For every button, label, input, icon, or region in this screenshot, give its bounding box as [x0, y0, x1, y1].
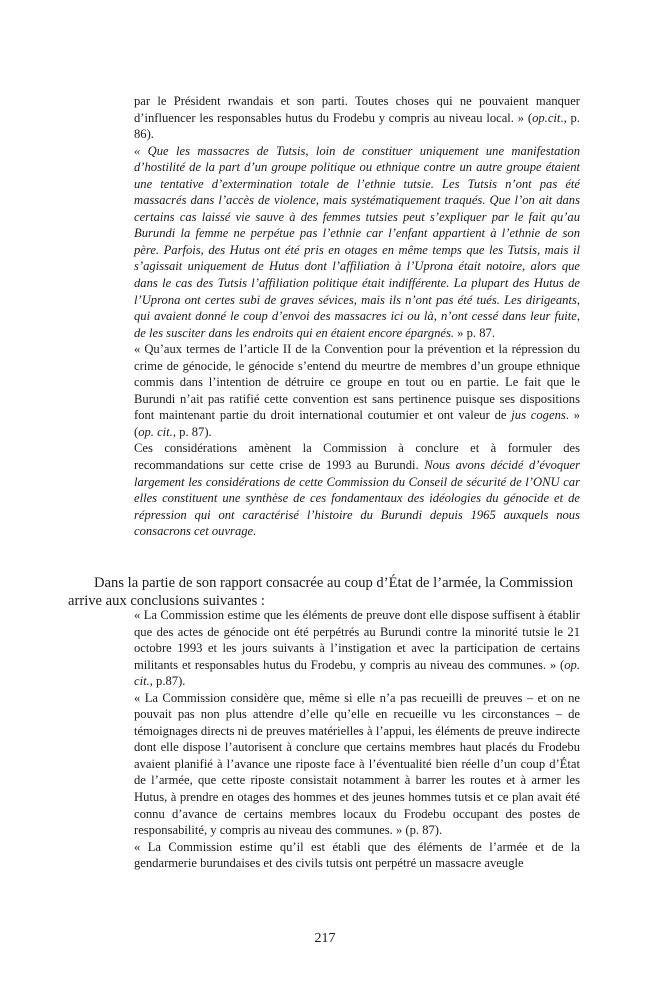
citation: op.cit	[532, 110, 561, 125]
quote-paragraph: « La Commission estime que les éléments de preuve dont elle dispose suffisent à établir que des actes de génocide ont été perpétrés au Burundi contre la minorité tutsie le 21 octobre 1993 et les jours suivants à l’instigation et avec la participation de certains militants et responsables hutus du Frodebu, y compris au niveau des communes. » (op. cit., p.87).	[134, 608, 580, 689]
latin-term: jus cogens	[511, 408, 566, 423]
quote-paragraph: « La Commission estime qu’il est établi que des éléments de l’armée et de la gendarmerie burundaises et des civils tutsis ont perpétré un massacre aveugle	[134, 839, 580, 871]
page-number: 217	[314, 931, 336, 946]
quote-paragraph-italic: « Que les massacres de Tutsis, loin de constituer uniquement une manifestation d’hostilité de la part d’un groupe politique ou ethnique contre un autre groupe étaient une tentative d’extermination totale de l’ethnie tutsie. Les Tutsis n’ont pas été massacrés dans l’accès de violence, mais systématiquement traqués. Que l’on ait dans certains cas laissé vie sauve à des femmes tutsies peut s’expliquer par le fait qu’au Burundi la femme ne perpétue pas l’ethnie car l’enfant appartient à l’ethnie de son père. Parfois, des Hutus ont été pris en otages en même temps que les Tutsis, mais il s’agissait uniquement de Hutus dont l’affiliation à l’Uprona était notoire, alors que dans le cas des Tutsis l’affiliation politique était indifférente. La plupart des Hutus de l’Uprona ont certes subi de graves sévices, mais ils n’ont pas été tués. Les dirigeants, qui avaient donné le coup d’envoi des massacres ici ou là, n’ont cessé dans leur fuite, de les susciter dans les endroits qui en étaient encore épargnés. » p. 87.	[134, 143, 580, 340]
citation: op. cit.,	[134, 657, 580, 689]
body-text	[68, 574, 588, 610]
body-paragraph: Dans la partie de son rapport consacrée au coup d’État de l’armée, la Commission arrive aux conclusions suivantes :	[68, 575, 573, 609]
author-note: Nous avons décidé d’évoquer largement les considérations de cette Commission du Conseil de sécurité de l’ONU car elles constituent une synthèse de ces fondamentaux des idéologies du génocide et de répression qui ont caractérisé l’histoire du Burundi depuis 1965 auxquels nous consacrons cet ouvrage.	[134, 458, 580, 539]
citation: op. cit.	[138, 424, 173, 439]
quote-paragraph: « Qu’aux termes de l’article II de la Convention pour la prévention et la répression du crime de génocide, le génocide s’entend du meurtre de membres d’un groupe ethnique commis dans l’intention de détruire ce groupe en tout ou en partie. Le fait que le Burundi n’ait pas ratifié cette convention est sans pertinence puisque ses dispositions font maintenant partie du droit international coutumier et ont valeur de jus cogens. » (op. cit., p. 87).	[134, 342, 581, 439]
quote-paragraph: Ces considérations amènent la Commission à conclure et à formuler des recommandations sur cette crise de 1993 au Burundi. Nous avons décidé d’évoquer largement les considérations de cette Commission du Conseil de sécurité de l’ONU car elles constituent une synthèse de ces fondamentaux des idéologies du génocide et de répression qui ont caractérisé l’histoire du Burundi depuis 1965 auxquels nous consacrons cet ouvrage.	[134, 441, 580, 539]
quote-block-1	[134, 93, 580, 540]
quote-block-2	[134, 607, 580, 872]
quote-paragraph: par le Président rwandais et son parti. Toutes choses qui ne pouvaient manquer d’influencer les responsables hutus du Frodebu y compris au niveau local. » (op.cit., p. 86).	[134, 94, 580, 142]
quote-paragraph: « La Commission considère que, même si elle n’a pas recueilli de preuves – et on ne pouvait pas non plus attendre d’elle qu’elle en recueille vu les circonstances – de témoignages directs ni de preuves matérielles à l’appui, les éléments de preuve indirecte dont elle dispose l’autorisent à conclure que certains membres haut placés du Frodebu avaient planifié à l’avance une riposte face à l’éventualité bien réelle d’un coup d’État de l’armée, que cette riposte consistait notamment à barrer les routes et à armer les Hutus, à prendre en otages des hommes et des jeunes hommes tutsis et ce plan avait été connu d’avance de certains membres locaux du Frodebu occupant des postes de responsabilité, y compris au niveau des communes. » (p. 87).	[134, 690, 580, 838]
